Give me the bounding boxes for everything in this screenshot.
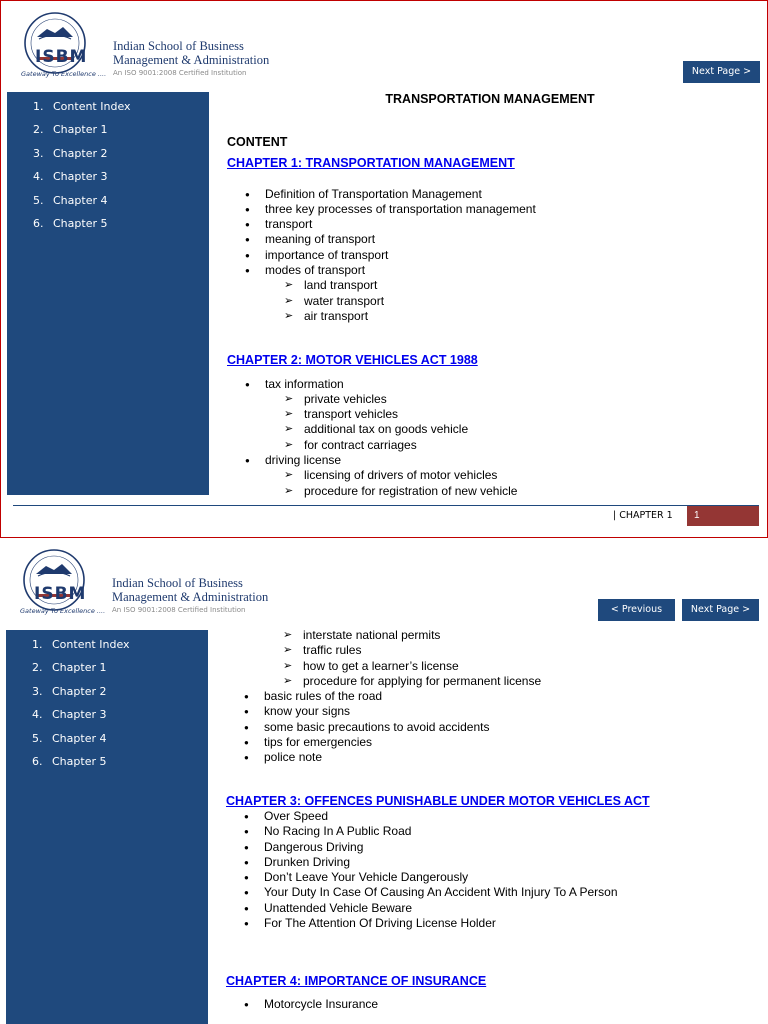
sidebar-item-number: 4. [32, 708, 43, 722]
previous-page-button[interactable]: < Previous Page [598, 599, 675, 621]
content-label: CONTENT [227, 135, 288, 149]
sidebar-item-content-index[interactable] [6, 636, 208, 659]
list-item: ● Unattended Vehicle Beware [226, 901, 756, 916]
next-page-button[interactable]: Next Page > [683, 61, 760, 83]
school-name [113, 39, 303, 67]
footer-page-number: 1 [687, 506, 759, 526]
sidebar-item-chapter-5[interactable] [6, 753, 208, 776]
continued-topic-list [226, 628, 756, 766]
sidebar-item-number: 6. [33, 216, 44, 230]
sidebar-item-number: 2. [33, 123, 44, 137]
page2-content [226, 628, 756, 1012]
list-item: ● Drunken Driving [226, 855, 756, 870]
school-name-line-1: Indian School of Business [113, 39, 244, 53]
sidebar-item-label: Chapter 1 [52, 661, 107, 675]
sidebar-item-chapter-2[interactable] [6, 683, 208, 706]
list-item: ● basic rules of the road [226, 689, 756, 704]
list-item: ● some basic precautions to avoid accidents [226, 720, 756, 735]
sidebar-menu [7, 92, 209, 238]
chapter-1-heading-link[interactable]: CHAPTER 1: TRANSPORTATION MANAGEMENT [227, 156, 515, 171]
sidebar-item-number: 5. [33, 193, 44, 207]
sidebar-item-label: Chapter 4 [53, 193, 108, 207]
sidebar-item-number: 1. [32, 638, 43, 651]
isbm-logo [14, 546, 284, 618]
logo-wordmark: ISBM [34, 584, 87, 604]
sub-list-item: ➢ additional tax on goods vehicle [227, 422, 757, 437]
sidebar-item-label: Chapter 1 [53, 123, 108, 137]
school-name-line-2: Management & Administration [113, 53, 270, 67]
logo-tagline: Gateway To Excellence .... [20, 607, 106, 615]
sidebar-item-label: Chapter 2 [53, 146, 108, 160]
page1-content [227, 135, 757, 499]
sidebar-item-chapter-1[interactable] [6, 659, 208, 682]
sidebar-menu [6, 630, 208, 776]
list-item: ● transport [227, 217, 757, 232]
list-item: ● For The Attention Of Driving License Holder [226, 916, 756, 931]
isbm-logo [15, 9, 285, 81]
sidebar-item-content-index[interactable] [7, 98, 209, 121]
sidebar-item-chapter-3[interactable] [7, 168, 209, 191]
sidebar [6, 630, 208, 1024]
list-item: ● tax information [227, 377, 757, 392]
sub-list-item: ➢ private vehicles [227, 392, 757, 407]
list-item: ● meaning of transport [227, 232, 757, 247]
list-item: ● know your signs [226, 704, 756, 719]
document-page-2 [0, 538, 768, 1024]
sidebar-item-number: 2. [32, 661, 43, 675]
list-item: ● three key processes of transportation management [227, 202, 757, 217]
sidebar-item-chapter-5[interactable] [7, 215, 209, 238]
sidebar-item-number: 6. [32, 754, 43, 768]
sub-list-item: ➢ licensing of drivers of motor vehicles [227, 468, 757, 483]
logo-tagline: Gateway To Excellence .... [21, 70, 107, 78]
sidebar-item-number: 4. [33, 170, 44, 184]
sidebar-item-chapter-1[interactable] [7, 121, 209, 144]
chapter-2-heading-link[interactable]: CHAPTER 2: MOTOR VEHICLES ACT 1988 [227, 353, 478, 368]
sidebar-item-label: Content Index [52, 638, 130, 651]
footer-chapter-label: | CHAPTER 1 [613, 510, 673, 521]
sidebar [7, 92, 209, 495]
sidebar-item-label: Chapter 3 [53, 170, 108, 184]
list-item: ● Over Speed [226, 809, 756, 824]
chapter-3-heading-link[interactable]: CHAPTER 3: OFFENCES PUNISHABLE UNDER MOTOR VEHICLES ACT [226, 793, 650, 808]
sub-list-item: ➢ procedure for registration of new vehicle [227, 484, 757, 499]
sidebar-item-chapter-4[interactable] [7, 192, 209, 215]
sub-list-item: ➢ land transport [227, 278, 757, 293]
list-item: ● police note [226, 750, 756, 765]
school-name-line-1: Indian School of Business [112, 576, 243, 590]
list-item: ● Don’t Leave Your Vehicle Dangerously [226, 870, 756, 885]
sidebar-item-label: Chapter 5 [53, 216, 108, 230]
sidebar-item-chapter-2[interactable] [7, 145, 209, 168]
sub-list-item: ➢ traffic rules [226, 643, 756, 658]
chapter-4-topic-list [226, 997, 756, 1012]
sidebar-item-label: Chapter 3 [52, 708, 107, 722]
iso-certification: An ISO 9001:2008 Certified Institution [113, 69, 247, 77]
sidebar-item-chapter-4[interactable] [6, 730, 208, 753]
sub-list-item: ➢ how to get a learner’s license [226, 659, 756, 674]
chapter-1-topic-list [227, 187, 757, 325]
logo-wordmark: ISBM [35, 47, 88, 67]
chapter-4-heading-link[interactable]: CHAPTER 4: IMPORTANCE OF INSURANCE [226, 974, 487, 989]
sidebar-item-number: 3. [33, 146, 44, 160]
school-name [112, 576, 302, 604]
list-item: ● Definition of Transportation Management [227, 187, 757, 202]
sub-list-item: ➢ for contract carriages [227, 438, 757, 453]
sidebar-item-label: Chapter 5 [52, 754, 107, 768]
school-name-line-2: Management & Administration [112, 590, 269, 604]
sidebar-item-chapter-3[interactable] [6, 706, 208, 729]
sub-list-item: ➢ air transport [227, 309, 757, 324]
document-title: TRANSPORTATION MANAGEMENT [385, 92, 595, 106]
sub-list-item: ➢ interstate national permits [226, 628, 756, 643]
sidebar-item-number: 3. [32, 684, 43, 698]
iso-certification: An ISO 9001:2008 Certified Institution [112, 606, 246, 614]
sub-list-item: ➢ procedure for applying for permanent license [226, 674, 756, 689]
list-item: ● Your Duty In Case Of Causing An Accident With Injury To A Person [226, 885, 756, 900]
chapter-2-topic-list [227, 377, 757, 499]
sidebar-item-number: 1. [33, 100, 44, 113]
list-item: ● modes of transport [227, 263, 757, 278]
sidebar-item-label: Content Index [53, 100, 131, 113]
sidebar-item-number: 5. [32, 731, 43, 745]
sub-list-item: ➢ water transport [227, 294, 757, 309]
sidebar-item-label: Chapter 4 [52, 731, 107, 745]
sub-list-item: ➢ transport vehicles [227, 407, 757, 422]
list-item: ● Motorcycle Insurance [226, 997, 756, 1012]
list-item: ● No Racing In A Public Road [226, 824, 756, 839]
list-item: ● Dangerous Driving [226, 840, 756, 855]
chapter-3-topic-list [226, 809, 756, 931]
next-page-button[interactable]: Next Page > [682, 599, 759, 621]
list-item: ● importance of transport [227, 248, 757, 263]
list-item: ● tips for emergencies [226, 735, 756, 750]
sidebar-item-label: Chapter 2 [52, 684, 107, 698]
list-item: ● driving license [227, 453, 757, 468]
